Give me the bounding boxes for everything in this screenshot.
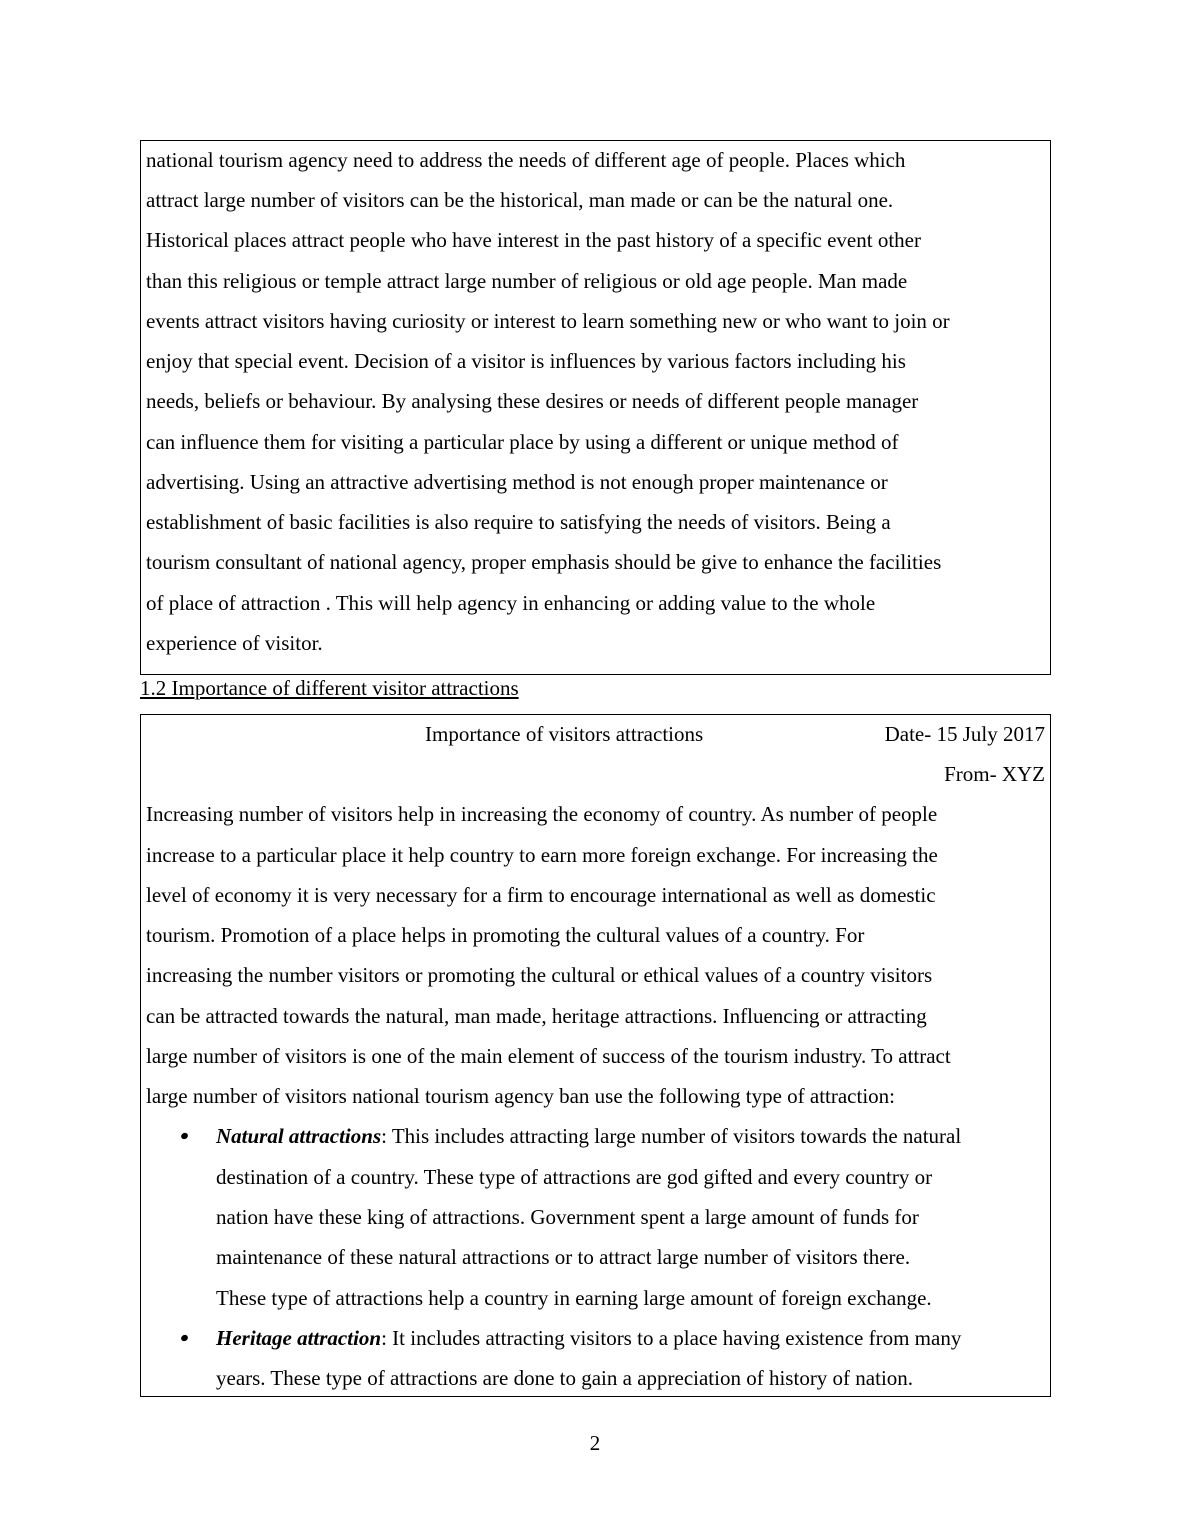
bullet-line: destination of a country. These type of attractions are god gifted and every country or: [216, 1165, 933, 1189]
paragraph-line: than this religious or temple attract large number of religious or old age people. Man made: [146, 269, 908, 293]
paragraph-line: establishment of basic facilities is also require to satisfying the needs of visitors. Being a: [146, 510, 891, 534]
bullet-line: These type of attractions help a country in earning large amount of foreign exchange.: [216, 1286, 932, 1310]
paragraph-line: experience of visitor.: [146, 631, 323, 655]
bullet-text: : It includes attracting visitors to a place having existence from many: [381, 1326, 962, 1350]
memo-line: can be attracted towards the natural, man made, heritage attractions. Influencing or attracting: [146, 1004, 927, 1028]
bullet-line: nation have these king of attractions. Government spent a large amount of funds for: [216, 1205, 919, 1229]
memo-line: Increasing number of visitors help in increasing the economy of country. As number of people: [146, 802, 938, 826]
memo-line: large number of visitors national tourism agency ban use the following type of attraction:: [146, 1084, 896, 1108]
paragraph-line: national tourism agency need to address the needs of different age of people. Places which: [146, 148, 906, 172]
paragraph-line: events attract visitors having curiosity or interest to learn something new or who want to join or: [146, 309, 950, 333]
bullet-item-heritage: [216, 1326, 961, 1350]
paragraph-line: advertising. Using an attractive advertising method is not enough proper maintenance or: [146, 470, 888, 494]
memo-date: Date- 15 July 2017: [884, 722, 1045, 746]
memo-box: [140, 714, 1051, 1397]
bullet-term: Heritage attraction: [216, 1326, 382, 1350]
page-number: 2: [589, 1431, 601, 1455]
bullet-icon: [180, 1334, 189, 1343]
memo-line: large number of visitors is one of the main element of success of the tourism industry. To attract: [146, 1044, 951, 1068]
memo-from: From- XYZ: [944, 762, 1045, 786]
text-box-continuation: [140, 140, 1051, 675]
paragraph-line: attract large number of visitors can be the historical, man made or can be the natural one.: [146, 188, 894, 212]
memo-line: level of economy it is very necessary for a firm to encourage international as well as domestic: [146, 883, 936, 907]
bullet-item-natural: [216, 1124, 961, 1148]
section-heading: 1.2 Importance of different visitor attractions: [140, 676, 519, 700]
bullet-line: years. These type of attractions are done to gain a appreciation of history of nation.: [216, 1366, 914, 1390]
bullet-text: : This includes attracting large number of visitors towards the natural: [381, 1124, 962, 1148]
paragraph-line: Historical places attract people who have interest in the past history of a specific event other: [146, 228, 921, 252]
bullet-term: Natural attractions: [216, 1124, 382, 1148]
bullet-icon: [180, 1132, 189, 1141]
bullet-line: maintenance of these natural attractions or to attract large number of visitors there.: [216, 1245, 911, 1269]
memo-line: increase to a particular place it help country to earn more foreign exchange. For increasing the: [146, 843, 938, 867]
paragraph-line: can influence them for visiting a particular place by using a different or unique method of: [146, 430, 899, 454]
paragraph-line: needs, beliefs or behaviour. By analysing these desires or needs of different people manager: [146, 389, 919, 413]
memo-line: increasing the number visitors or promoting the cultural or ethical values of a country visitors: [146, 963, 933, 987]
paragraph-line: enjoy that special event. Decision of a visitor is influences by various factors including his: [146, 349, 906, 373]
paragraph-line: of place of attraction . This will help agency in enhancing or adding value to the whole: [146, 591, 876, 615]
paragraph-line: tourism consultant of national agency, proper emphasis should be give to enhance the facilities: [146, 550, 942, 574]
memo-line: tourism. Promotion of a place helps in promoting the cultural values of a country. For: [146, 923, 865, 947]
memo-title: Importance of visitors attractions: [425, 722, 704, 746]
